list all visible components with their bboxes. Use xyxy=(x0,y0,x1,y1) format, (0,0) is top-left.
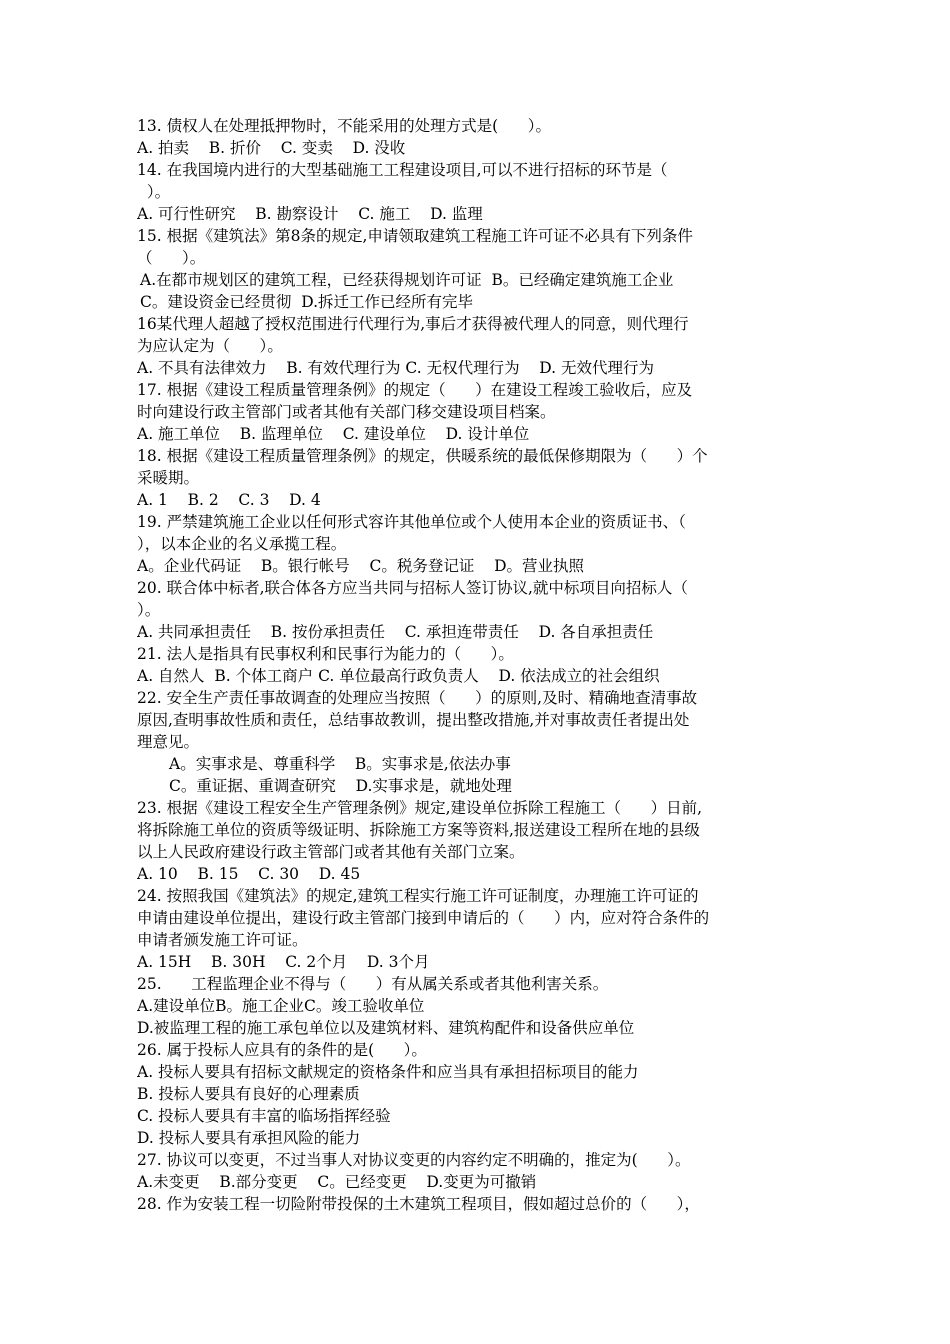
q22-options-cd: C。重证据、重调查研究 D.实事求是，就地处理 xyxy=(169,777,512,795)
q26-option-d: D. 投标人要具有承担风险的能力 xyxy=(137,1129,361,1147)
q20-stem: 20. 联合体中标者,联合体各方应当共同与招标人签订协议,就中标项目向招标人（ xyxy=(137,579,688,597)
q16-options: A. 不具有法律效力 B. 有效代理行为 C. 无权代理行为 D. 无效代理行为 xyxy=(137,359,655,377)
q25-option-d: D.被监理工程的施工承包单位以及建筑材料、建筑构配件和设备供应单位 xyxy=(137,1019,635,1037)
q20-stem-cont: ）。 xyxy=(137,601,161,619)
q24-options: A. 15H B. 30H C. 2个月 D. 3个月 xyxy=(137,953,430,971)
q24-stem: 24. 按照我国《建筑法》的规定,建筑工程实行施工许可证制度，办理施工许可证的 xyxy=(137,887,699,905)
q28-stem: 28. 作为安装工程一切险附带投保的土木建筑工程项目，假如超过总价的（ ）， xyxy=(137,1195,700,1213)
q25-options-abc: A.建设单位B。施工企业C。竣工验收单位 xyxy=(137,997,425,1015)
q23-stem-cont: 将拆除施工单位的资质等级证明、拆除施工方案等资料,报送建设工程所在地的县级 xyxy=(137,821,700,839)
question-text-body xyxy=(137,115,847,1215)
q14-stem: 14. 在我国境内进行的大型基础施工工程建设项目,可以不进行招标的环节是（ xyxy=(137,161,668,179)
q22-stem-cont: 原因,查明事故性质和责任，总结事故教训，提出整改措施,并对事故责任者提出处 xyxy=(137,711,690,729)
q23-stem: 23. 根据《建设工程安全生产管理条例》规定,建设单位拆除工程施工（ ）日前, xyxy=(137,799,702,817)
q18-stem-cont: 采暖期。 xyxy=(137,469,200,487)
q27-options: A.未变更 B.部分变更 C。已经变更 D.变更为可撤销 xyxy=(137,1173,537,1191)
q18-stem: 18. 根据《建设工程质量管理条例》的规定，供暖系统的最低保修期限为（ ）个 xyxy=(137,447,708,465)
q19-stem: 19. 严禁建筑施工企业以任何形式容许其他单位或个人使用本企业的资质证书、（ xyxy=(137,513,686,531)
q26-option-b: B. 投标人要具有良好的心理素质 xyxy=(137,1085,360,1103)
q15-options-ab: A.在都市规划区的建筑工程，已经获得规划许可证 B。已经确定建筑施工企业 xyxy=(140,271,674,289)
q16-stem-cont: 为应认定为（ ）。 xyxy=(137,337,283,355)
q21-stem: 21. 法人是指具有民事权利和民事行为能力的（ ）。 xyxy=(137,645,514,663)
q25-stem: 25. 工程监理企业不得与（ ）有从属关系或者其他利害关系。 xyxy=(137,975,609,993)
q20-options: A. 共同承担责任 B. 按份承担责任 C. 承担连带责任 D. 各自承担责任 xyxy=(137,623,654,641)
q17-stem: 17. 根据《建设工程质量管理条例》的规定（ ）在建设工程竣工验收后，应及 xyxy=(137,381,693,399)
q15-options-cd: C。建设资金已经贯彻 D.拆迁工作已经所有完毕 xyxy=(140,293,474,311)
q17-stem-cont: 时向建设行政主管部门或者其他有关部门移交建设项目档案。 xyxy=(137,403,556,421)
q22-options-ab: A。实事求是、尊重科学 B。实事求是,依法办事 xyxy=(169,755,511,773)
q23-stem-cont2: 以上人民政府建设行政主管部门或者其他有关部门立案。 xyxy=(137,843,525,861)
q22-stem: 22. 安全生产责任事故调查的处理应当按照（ ）的原则,及时、精确地查清事故 xyxy=(137,689,698,707)
q13-stem: 13. 债权人在处理抵押物时，不能采用的处理方式是( ）。 xyxy=(137,117,551,135)
q23-options: A. 10 B. 15 C. 30 D. 45 xyxy=(137,865,361,883)
q13-options: A. 拍卖 B. 折价 C. 变卖 D. 没收 xyxy=(137,139,406,157)
q26-stem: 26. 属于投标人应具有的条件的是( ）。 xyxy=(137,1041,427,1059)
q19-options: A。企业代码证 B。银行帐号 C。税务登记证 D。营业执照 xyxy=(137,557,584,575)
q16-stem: 16某代理人超越了授权范围进行代理行为,事后才获得被代理人的同意，则代理行 xyxy=(137,315,689,333)
q14-stem-cont: ）。 xyxy=(137,183,171,201)
q15-stem: 15. 根据《建筑法》第8条的规定,申请领取建筑工程施工许可证不必具有下列条件 xyxy=(137,227,693,245)
q18-options: A. 1 B. 2 C. 3 D. 4 xyxy=(137,491,321,509)
q26-option-c: C. 投标人要具有丰富的临场指挥经验 xyxy=(137,1107,391,1125)
q21-options: A. 自然人 B. 个体工商户 C. 单位最高行政负责人 D. 依法成立的社会组织 xyxy=(137,667,660,685)
q26-option-a: A. 投标人要具有招标文献规定的资格条件和应当具有承担招标项目的能力 xyxy=(137,1063,639,1081)
q24-stem-cont2: 申请者颁发施工许可证。 xyxy=(137,931,308,949)
q19-stem-cont: ），以本企业的名义承揽工程。 xyxy=(137,535,347,553)
q22-stem-cont2: 理意见。 xyxy=(137,733,200,751)
q15-stem-cont: （ ）。 xyxy=(137,249,206,267)
q27-stem: 27. 协议可以变更，不过当事人对协议变更的内容约定不明确的，推定为( ）。 xyxy=(137,1151,691,1169)
q17-options: A. 施工单位 B. 监理单位 C. 建设单位 D. 设计单位 xyxy=(137,425,530,443)
q14-options: A. 可行性研究 B. 勘察设计 C. 施工 D. 监理 xyxy=(137,205,483,223)
q24-stem-cont: 申请由建设单位提出，建设行政主管部门接到申请后的（ ）内，应对符合条件的 xyxy=(137,909,710,927)
